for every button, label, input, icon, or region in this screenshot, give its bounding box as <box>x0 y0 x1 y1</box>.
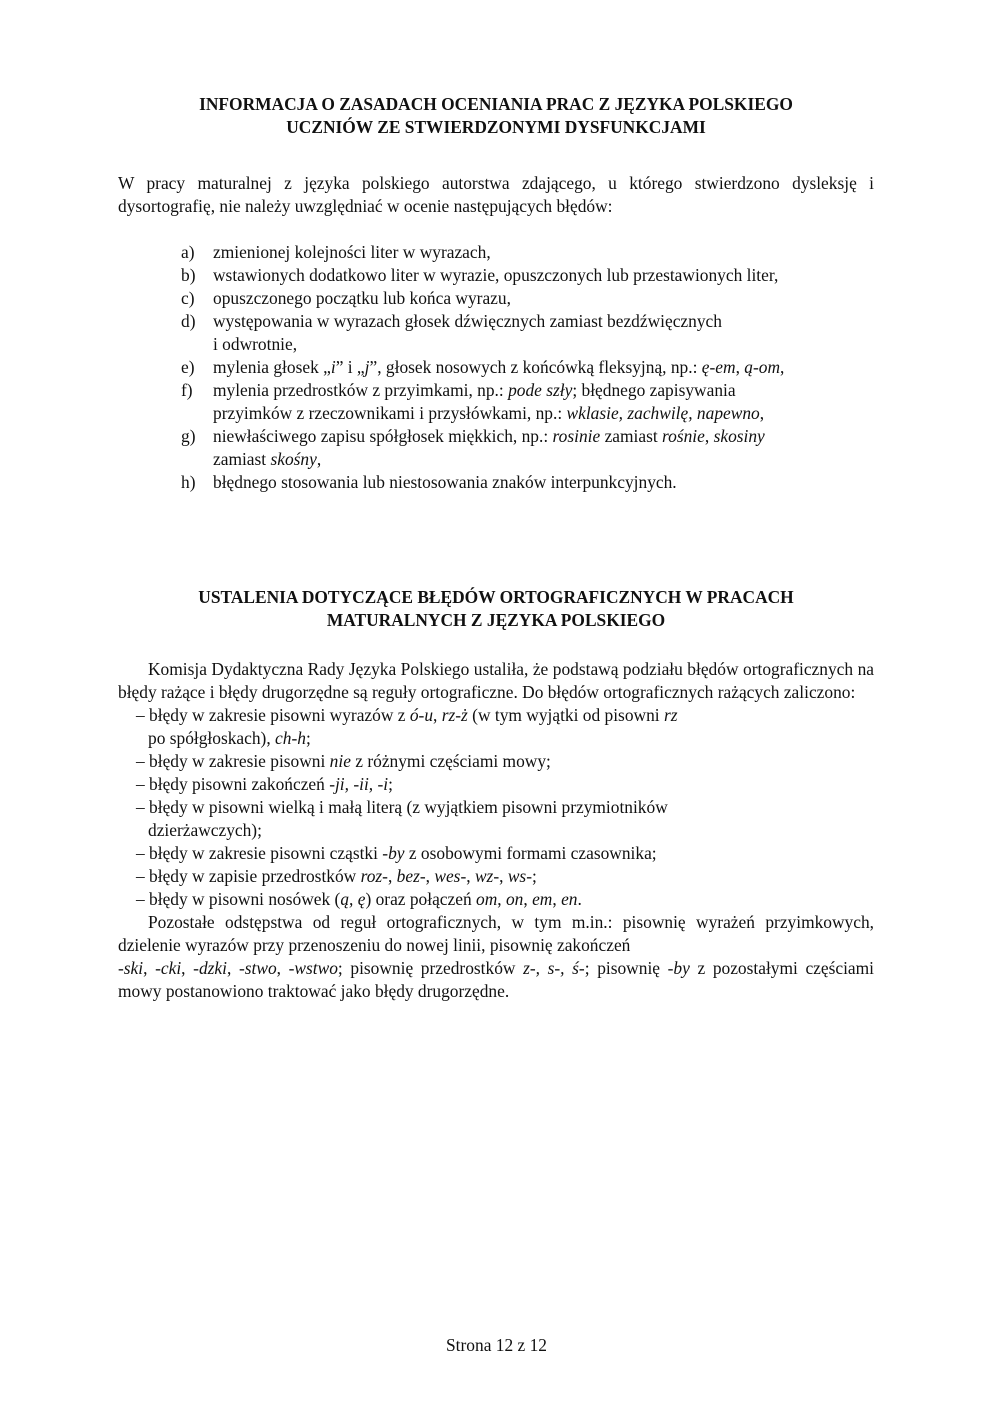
text-run: ; błędnego zapisywania <box>572 380 736 400</box>
list-item <box>118 750 874 773</box>
text-run: , <box>704 426 714 446</box>
text-run: . <box>577 889 582 909</box>
text-run: z osobowymi formami czasownika; <box>404 843 657 863</box>
text-run: – błędy w zapisie przedrostków <box>136 866 361 886</box>
list-item <box>118 865 874 888</box>
text-run: mylenia głosek „ <box>213 357 331 377</box>
text-run: , <box>497 889 506 909</box>
list-text: opuszczonego początku lub końca wyrazu, <box>213 288 511 308</box>
italic-run: -stwo <box>238 958 277 978</box>
text-run: ” i „ <box>335 357 365 377</box>
closing-paragraph <box>118 911 874 1003</box>
heading-line: UCZNIÓW ZE STWIERDZONYMI DYSFUNKCJAMI <box>286 117 706 137</box>
italic-run: ws- <box>507 866 532 886</box>
list-text-continued <box>213 448 874 471</box>
text-run: zamiast <box>600 426 663 446</box>
italic-run: -wstwo <box>288 958 338 978</box>
text-run: – błędy w pisowni nosówek ( <box>136 889 341 909</box>
list-text-continued <box>213 402 874 425</box>
list-item <box>118 310 874 356</box>
list-text: występowania w wyrazach głosek dźwięcznych zamiast bezdźwięcznych <box>213 311 722 331</box>
section-heading-dysfunctions <box>118 93 874 139</box>
text-run: – błędy w zakresie pisowni wyrazów z <box>136 705 410 725</box>
text-run: zamiast <box>213 449 271 469</box>
text-run: (w tym wyjątki od pisowni <box>467 705 664 725</box>
list-letter: b) <box>181 265 196 285</box>
italic-run: -by <box>667 958 690 978</box>
list-item <box>118 773 874 796</box>
italic-run: -ski <box>118 958 144 978</box>
heading-line: USTALENIA DOTYCZĄCE BŁĘDÓW ORTOGRAFICZNYCH W PRACACH <box>198 587 794 607</box>
italic-run: i <box>330 357 336 377</box>
italic-run: rośnie <box>662 426 705 446</box>
orthography-intro: Komisja Dydaktyczna Rady Języka Polskiego ustaliła, że podstawą podziału błędów ortograficznych na błędy rażące i błędy drugorzędne są reguły ortograficzne. Do błędów ortograficznych rażących zaliczono: <box>118 659 874 702</box>
error-list <box>118 241 874 494</box>
text-run: ; <box>388 774 393 794</box>
list-item <box>118 704 874 750</box>
text-run: ) oraz połączeń <box>365 889 477 909</box>
italic-run: -dzki <box>193 958 227 978</box>
text-run: ; <box>532 866 537 886</box>
text-run: , <box>780 357 785 377</box>
text-run: ; <box>305 728 311 748</box>
intro-paragraph: W pracy maturalnej z języka polskiego autorstwa zdającego, u którego stwierdzono dysleksję i dysortografię, nie należy uwzględniać w ocenie następujących błędów: <box>118 173 874 216</box>
list-item <box>118 842 874 865</box>
list-item <box>118 471 874 494</box>
text-run: , <box>735 357 745 377</box>
list-item <box>118 379 874 425</box>
text-run: Pozostałe odstępstwa od reguł ortograficznych, w tym m.in.: pisownię wyrażeń przyimkowych, dzielenie wyrazów przy przenoszeniu do nowej linii, pisownię zakończeń <box>118 912 874 955</box>
italic-run: z-, s-, ś- <box>523 958 585 978</box>
text-run: mylenia przedrostków z przyimkami, np.: <box>213 380 509 400</box>
italic-run: ą, ę <box>340 889 366 909</box>
text-run: , <box>433 705 442 725</box>
heading-line: MATURALNYCH Z JĘZYKA POLSKIEGO <box>326 610 666 630</box>
italic-run: om <box>476 889 498 909</box>
text-run: , <box>523 889 533 909</box>
list-letter: g) <box>181 426 196 446</box>
italic-run: rz <box>663 705 678 725</box>
italic-run: roz- <box>360 866 388 886</box>
italic-run: ę-em <box>701 357 736 377</box>
text-run: , <box>181 958 194 978</box>
heading-line: INFORMACJA O ZASADACH OCENIANIA PRAC Z JĘZYKA POLSKIEGO <box>199 94 793 114</box>
list-item <box>118 241 874 264</box>
text-run: , <box>425 866 435 886</box>
italic-run: wklasie, zachwilę, napewno <box>566 403 760 423</box>
gross-errors-list <box>118 704 874 911</box>
italic-run: skośny <box>270 449 317 469</box>
list-text: wstawionych dodatkowo liter w wyrazie, opuszczonych lub przestawionych liter, <box>213 265 779 285</box>
italic-run: wes- <box>434 866 467 886</box>
text-run: , <box>143 958 156 978</box>
italic-run: em <box>532 889 553 909</box>
text-run: – błędy w zakresie pisowni cząstki <box>136 843 383 863</box>
text-run: niewłaściwego zapisu spółgłosek miękkich, np.: <box>213 426 553 446</box>
italic-run: ó-u <box>409 705 434 725</box>
text-run: , <box>552 889 562 909</box>
text-run: , <box>759 403 765 423</box>
italic-run: ch-h <box>275 728 306 748</box>
text-run: z pozostałymi częściami mowy postanowiono traktować jako błędy drugorzędne. <box>118 958 875 1001</box>
text-run: po spółgłoskach), <box>148 728 276 748</box>
text-run: , <box>499 866 508 886</box>
list-letter: h) <box>181 472 196 492</box>
text-run: ; pisownię przedrostków <box>337 958 524 978</box>
italic-run: rz-ż <box>441 705 468 725</box>
list-item <box>118 356 874 379</box>
text-run: , <box>316 449 322 469</box>
list-text: zmienionej kolejności liter w wyrazach, <box>213 242 491 262</box>
text-run: przyimków z rzeczownikami i przysłówkami, np.: <box>213 403 567 423</box>
italic-run: wz- <box>474 866 500 886</box>
italic-run: pode szły <box>508 380 573 400</box>
list-letter: d) <box>181 311 196 331</box>
italic-run: -by <box>382 843 405 863</box>
list-item <box>118 796 874 842</box>
text-run: , <box>276 958 289 978</box>
italic-run: -ji, -ii, -i <box>329 774 389 794</box>
italic-run: on <box>505 889 524 909</box>
italic-run: ą-om <box>744 357 781 377</box>
text-run: z różnymi częściami mowy; <box>350 751 551 771</box>
text-run: – błędy pisowni zakończeń <box>136 774 330 794</box>
italic-run: -cki <box>155 958 182 978</box>
list-letter: c) <box>181 288 195 308</box>
text-run: , <box>466 866 475 886</box>
list-item <box>118 888 874 911</box>
section-heading-orthography <box>118 586 874 632</box>
italic-run: en <box>561 889 578 909</box>
list-text: błędnego stosowania lub niestosowania znaków interpunkcyjnych. <box>213 472 677 492</box>
list-item <box>118 425 874 471</box>
list-text-continued: dzierżawczych); <box>148 820 262 840</box>
text-run: , <box>226 958 239 978</box>
page-number: Strona 12 z 12 <box>446 1335 547 1355</box>
italic-run: bez- <box>396 866 426 886</box>
list-letter: f) <box>181 380 193 400</box>
text-run: ; pisownię <box>584 958 668 978</box>
text-run: – błędy w zakresie pisowni <box>136 751 330 771</box>
list-text-continued: i odwrotnie, <box>213 334 298 354</box>
list-letter: e) <box>181 357 195 377</box>
list-item <box>118 264 874 287</box>
italic-run: skosiny <box>713 426 765 446</box>
italic-run: rosinie <box>552 426 601 446</box>
list-letter: a) <box>181 242 195 262</box>
list-item <box>118 287 874 310</box>
orthography-section <box>118 658 874 1003</box>
list-text-continued <box>148 727 874 750</box>
text-run: , <box>387 866 397 886</box>
italic-run: nie <box>329 751 351 771</box>
italic-run: j <box>364 357 370 377</box>
text-run: – błędy w pisowni wielką i małą literą (z wyjątkiem pisowni przymiotników <box>136 797 668 817</box>
text-run: ”, głosek nosowych z końcówką fleksyjną, np.: <box>369 357 702 377</box>
